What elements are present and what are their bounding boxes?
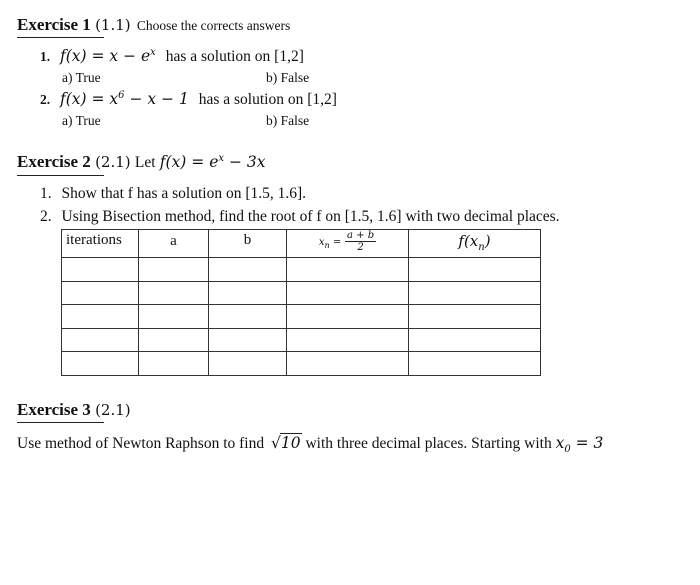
ex2-item-1 <box>40 185 306 203</box>
table-row <box>62 305 541 329</box>
ex1-item-2 <box>40 90 337 109</box>
exercise-2-underline <box>17 175 104 176</box>
ex3-text-after: with three decimal places. Starting with <box>305 435 552 452</box>
ex3-sqrt: √10 <box>270 434 301 452</box>
header-fxn: $f(x_n)$ <box>409 230 541 258</box>
exercise-1-instruction: Choose the corrects answers <box>136 18 291 33</box>
table-row <box>62 328 541 352</box>
exercise-3-heading <box>17 400 131 420</box>
exercise-2-heading <box>17 152 265 172</box>
ex1-item-2-option-a: a) True <box>62 113 101 128</box>
table-row <box>62 281 541 305</box>
ex2-item-1-text: Show that f has a solution on [1.5, 1.6]. <box>61 185 307 202</box>
bisection-table <box>61 229 541 376</box>
ex1-item-2-text: has a solution on [1,2] <box>198 91 337 109</box>
ex2-item-2-text: Using Bisection method, find the root of f on [1.5, 1.6] with two decimal places. <box>61 208 560 225</box>
exercise-1-underline <box>17 37 104 38</box>
exercise-3-title: Exercise 3 <box>17 400 91 419</box>
header-b: b <box>209 230 287 258</box>
table-row <box>62 258 541 282</box>
exercise-1-heading <box>17 15 290 35</box>
exercise-1-title: Exercise 1 <box>17 15 91 34</box>
ex3-start-value: $x_0 = 3$ <box>555 434 604 456</box>
exercise-3-mark: (2.1) <box>95 401 131 419</box>
ex2-item-2 <box>40 208 560 226</box>
ex1-item-1 <box>40 47 304 66</box>
ex1-item-1-equation: $f(x) = x - e^x$ <box>60 47 156 66</box>
ex2-item-2-number: 2. <box>40 208 52 225</box>
exercise-2-title: Exercise 2 <box>17 152 91 171</box>
ex1-item-2-equation: $f(x) = x^6 - x - 1$ <box>60 90 189 109</box>
header-a: a <box>139 230 209 258</box>
table-row <box>62 352 541 376</box>
ex1-item-2-option-b: b) False <box>266 113 310 128</box>
table-header-row <box>62 230 541 258</box>
ex3-text <box>17 433 603 455</box>
header-xn: $x_n$ = $\frac{a + b}{2}$ <box>287 230 409 258</box>
ex1-item-2-number: 2. <box>40 92 51 108</box>
ex1-item-1-option-a: a) True <box>62 70 101 85</box>
exercise-2-function: $f(x) = e^x - 3x$ <box>159 152 266 171</box>
ex1-item-1-number: 1. <box>40 49 51 65</box>
ex1-item-1-text: has a solution on [1,2] <box>165 48 304 66</box>
exercise-2-intro: Let <box>134 154 156 171</box>
exercise-3-underline <box>17 422 104 423</box>
ex3-text-before: Use method of Newton Raphson to find <box>17 435 265 452</box>
ex1-item-1-option-b: b) False <box>266 70 310 85</box>
header-iterations: iterations <box>62 230 139 258</box>
exercise-1-mark: (1.1) <box>95 16 131 34</box>
exercise-2-mark: (2.1) <box>95 153 131 171</box>
ex2-item-1-number: 1. <box>40 185 52 202</box>
